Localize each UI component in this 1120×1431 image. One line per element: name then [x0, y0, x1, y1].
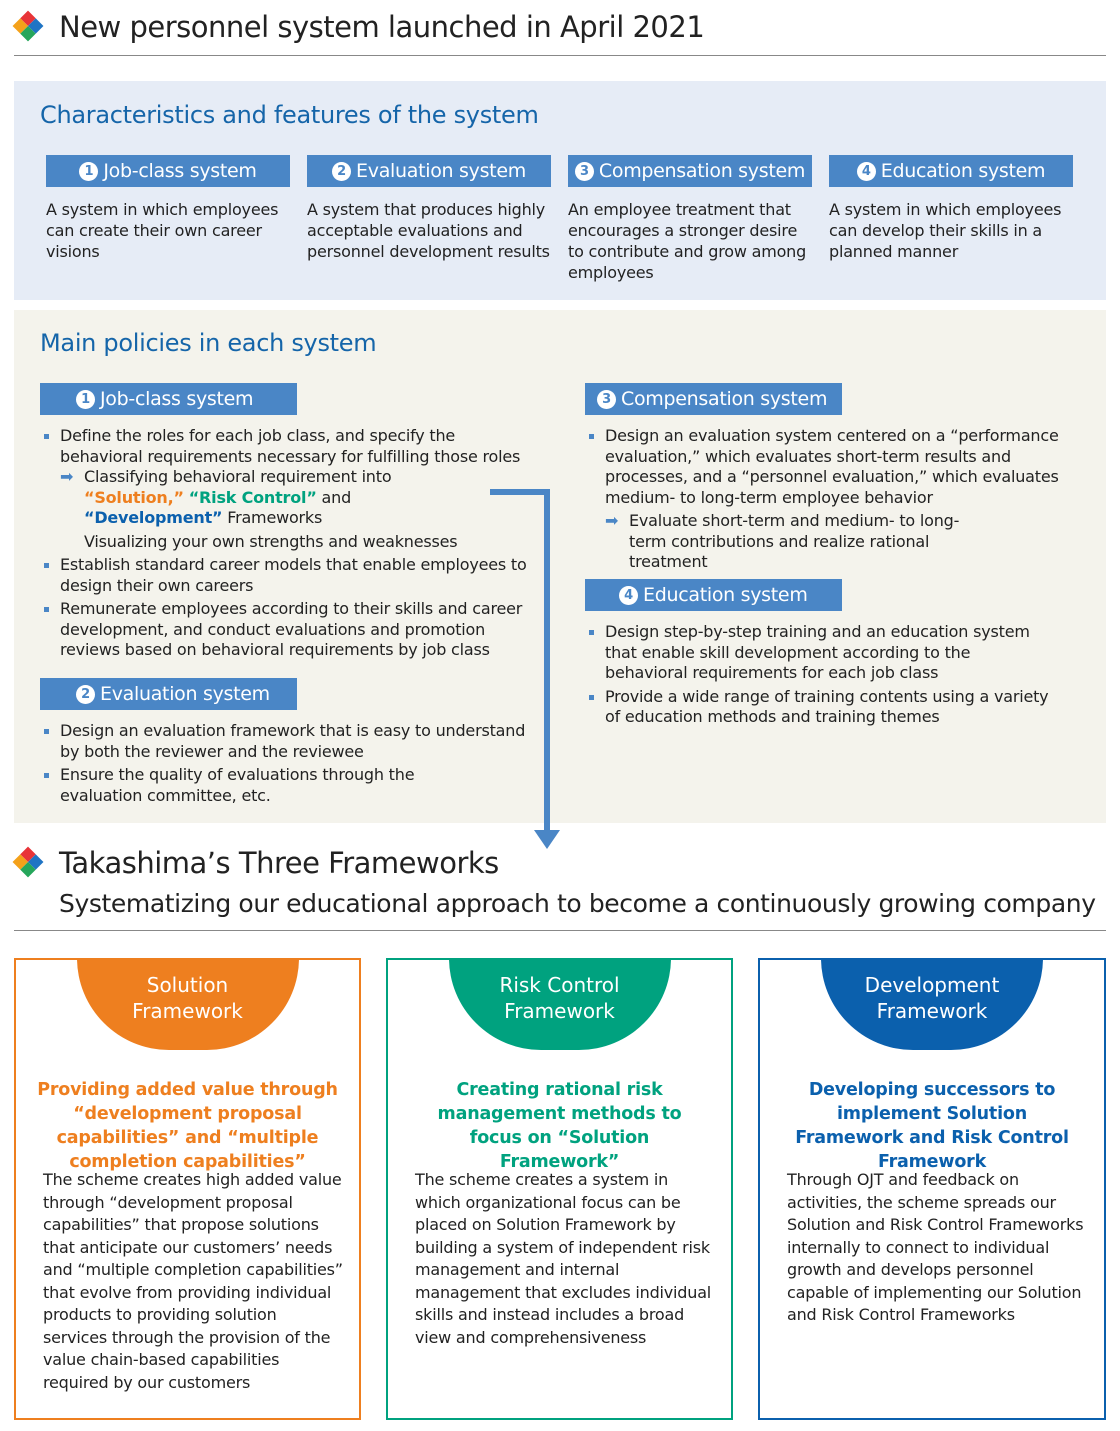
connector-arrow — [480, 480, 580, 855]
number-badge: 3 — [575, 162, 594, 181]
framework-headline: Creating rational risk management methods to focus on “Solution Framework” — [437, 1080, 682, 1172]
keyword-solution: “Solution,” — [84, 487, 184, 507]
badge-line: Development — [864, 973, 1000, 997]
sub-text: Frameworks — [222, 508, 323, 527]
sub-text: Evaluate short-term and medium- to long-term contributions and realize rational treatment — [629, 511, 960, 571]
bar-label: Evaluation system — [356, 160, 526, 182]
badge-line: Framework — [876, 999, 988, 1023]
divider — [14, 930, 1106, 931]
sub-text: and — [316, 487, 352, 507]
number-badge: 4 — [857, 162, 876, 181]
number-badge: 2 — [332, 162, 351, 181]
framework-card-risk-control — [386, 958, 733, 1420]
divider — [14, 55, 1106, 56]
policies-heading: Main policies in each system — [40, 329, 377, 357]
list-sub-item — [40, 467, 540, 529]
bar-label: Education system — [643, 584, 808, 606]
list-item: Design step-by-step training and an education system that enable skill development according to the behavioral requirements for each job class — [585, 622, 1055, 684]
number-badge: 1 — [79, 162, 98, 181]
list-item: Design an evaluation framework that is easy to understand by both the reviewer and the reviewee — [40, 721, 536, 762]
char-desc-compensation: An employee treatment that encourages a stronger desire to contribute and grow among employees — [568, 200, 807, 282]
section-title-new-system: New personnel system launched in April 2021 — [59, 10, 705, 44]
char-bar-job-class — [46, 155, 290, 187]
policy-bar-education — [585, 579, 842, 611]
list-item: Remunerate employees according to their skills and career development, and conduct evaluations and promotion reviews based on behavioral requirements by job class — [40, 599, 540, 661]
framework-body: The scheme creates a system in which organizational focus can be placed on Solution Framework by building a system of independent risk management and internal management that excludes individual skills and instead includes a broad view and comprehensiveness — [415, 1170, 712, 1347]
framework-body: Through OJT and feedback on activities, the scheme spreads our Solution and Risk Control Frameworks internally to connect to individual growth and develops personnel capable of implementing our Solution and Risk Control Frameworks — [787, 1170, 1084, 1324]
brand-diamond-icon — [12, 846, 43, 877]
framework-badge-risk-control — [449, 958, 671, 1050]
badge-line: Risk Control — [499, 973, 620, 997]
sub-text: Classifying behavioral requirement into — [84, 467, 392, 486]
number-badge: 1 — [76, 390, 95, 409]
compensation-policy-list — [585, 426, 1085, 573]
list-item: Define the roles for each job class, and specify the behavioral requirements necessary for fulfilling those roles — [40, 426, 540, 467]
bar-label: Job-class system — [100, 388, 254, 410]
policy-bar-compensation — [585, 383, 842, 415]
brand-diamond-icon — [12, 10, 43, 41]
framework-body: The scheme creates high added value through “development proposal capabilities” that propose solutions that anticipate our customers’ needs and “multiple completion capabilities” that evolve from providing individual products to providing solution services through the provision of the value chain-based capabilities required by our customers — [43, 1170, 343, 1392]
list-item: Establish standard career models that enable employees to design their own careers — [40, 555, 540, 596]
framework-card-solution — [14, 958, 361, 1420]
evaluation-policy-list — [40, 721, 536, 806]
number-badge: 3 — [597, 390, 616, 409]
keyword-risk-control: “Risk Control” — [188, 487, 317, 507]
char-bar-compensation — [568, 155, 812, 187]
char-desc-education: A system in which employees can develop their skills in a planned manner — [829, 200, 1062, 261]
framework-badge-solution — [77, 958, 299, 1050]
policy-bar-job-class — [40, 383, 297, 415]
number-badge: 2 — [76, 685, 95, 704]
arrow-right-icon: ➡ — [60, 467, 74, 486]
badge-line: Framework — [132, 999, 243, 1023]
bar-label: Compensation system — [621, 388, 828, 410]
list-sub-item — [585, 511, 1085, 573]
framework-card-development — [758, 958, 1106, 1420]
bar-label: Education system — [880, 160, 1046, 182]
char-bar-education — [829, 155, 1073, 187]
char-desc-job-class: A system in which employees can create their own career visions — [46, 200, 279, 261]
list-item: Design an evaluation system centered on a “performance evaluation,” which evaluates short-term results and processes, and a “personnel evaluation,” which evaluates medium- to long-term employee behavior — [585, 426, 1085, 508]
policy-bar-evaluation — [40, 678, 297, 710]
section-subtitle-frameworks: Systematizing our educational approach to become a continuously growing company — [59, 889, 1096, 918]
list-sub-item: Visualizing your own strengths and weaknesses — [84, 531, 458, 551]
education-policy-list — [585, 622, 1055, 728]
badge-line: Solution — [146, 973, 229, 997]
characteristics-heading: Characteristics and features of the system — [40, 101, 539, 129]
section-title-frameworks: Takashima’s Three Frameworks — [59, 846, 499, 880]
arrow-right-icon: ➡ — [605, 511, 619, 530]
bar-label: Compensation system — [598, 160, 806, 182]
badge-line: Framework — [504, 999, 615, 1023]
connector-line — [490, 492, 547, 832]
char-bar-evaluation — [307, 155, 551, 187]
framework-headline: Providing added value through “development proposal capabilities” and “multiple completion capabilities” — [37, 1080, 338, 1172]
number-badge: 4 — [619, 586, 638, 605]
bar-label: Evaluation system — [100, 683, 270, 705]
keyword-development: “Development” — [84, 508, 223, 527]
list-item: Provide a wide range of training contents using a variety of education methods and training themes — [585, 687, 1055, 728]
list-item: Ensure the quality of evaluations through the evaluation committee, etc. — [40, 765, 536, 806]
bar-label: Job-class system — [103, 160, 257, 182]
char-desc-evaluation: A system that produces highly acceptable evaluations and personnel development results — [307, 200, 550, 261]
job-class-policy-list — [40, 426, 540, 661]
framework-headline: Developing successors to implement Solution Framework and Risk Control Framework — [795, 1080, 1069, 1172]
arrow-down-icon — [534, 830, 560, 849]
framework-badge-development — [821, 958, 1043, 1050]
